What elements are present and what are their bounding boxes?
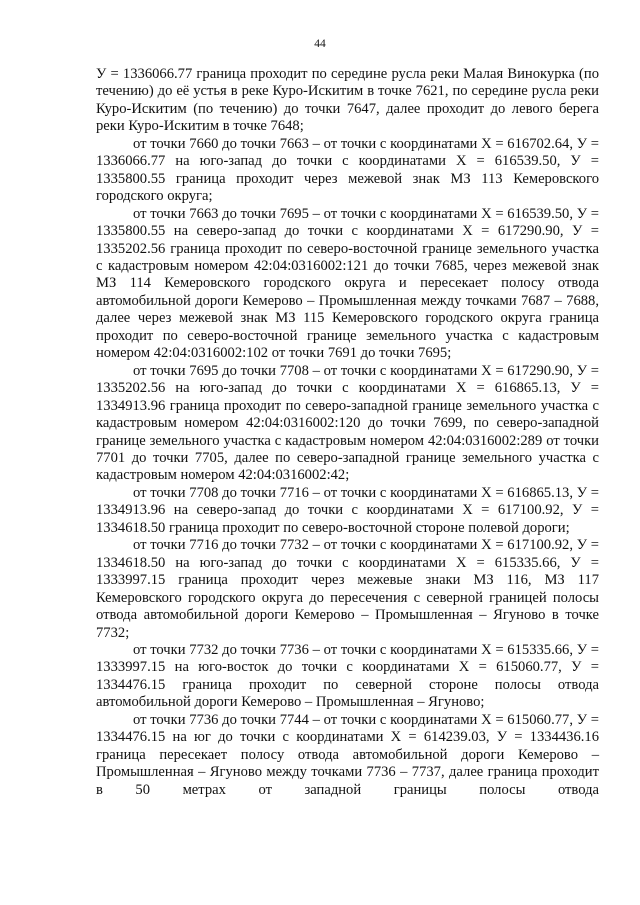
paragraph-segment-7708-7716: от точки 7708 до точки 7716 – от точки с координатами Х = 616865.13, У = 1334913.96 на северо-запад до точки с координатами Х = 617100.92, У = 1334618.50 граница проходит по северо-восточной стороне полевой дороги; [96, 484, 599, 536]
paragraph-continuation: У = 1336066.77 граница проходит по середине русла реки Малая Винокурка (по течению) до её устья в реке Куро-Искитим в точке 7621, по середине русла реки Куро-Искитим (по течению) до точки 7647, далее проходит до левого берега реки Куро-Искитим в точке 7648; [96, 66, 599, 135]
paragraph-segment-7736-7744: от точки 7736 до точки 7744 – от точки с координатами Х = 615060.77, У = 1334476.15 на юг до точки с координатами Х = 614239.03, У = 1334436.16 граница пересекает полосу отвода автомобильной дороги Кемерово – Промышленная – Ягуново между точками 7736 – 7737, далее граница проходит в 50 метрах от западной границы полосы отвода [96, 711, 599, 798]
paragraph-segment-7695-7708: от точки 7695 до точки 7708 – от точки с координатами Х = 617290.90, У = 1335202.56 на юго-запад до точки с координатами Х = 616865.13, У = 1334913.96 граница проходит по северо-западной границе земельного участка с кадастровым номером 42:04:0316002:120 до точки 7699, по северо-западной границе земельного участка с кадастровым номером 42:04:0316002:289 от точки 7701 до точки 7705, далее по северо-западной границе земельного участка с кадастровым номером 42:04:0316002:42; [96, 362, 599, 484]
document-body [96, 66, 599, 799]
paragraph-segment-7732-7736: от точки 7732 до точки 7736 – от точки с координатами Х = 615335.66, У = 1333997.15 на юго-восток до точки с координатами Х = 615060.77, У = 1334476.15 граница проходит по северной стороне полосы отвода автомобильной дороги Кемерово – Промышленная – Ягуново; [96, 641, 599, 711]
paragraph-segment-7716-7732: от точки 7716 до точки 7732 – от точки с координатами Х = 617100.92, У = 1334618.50 на юго-запад до точки с координатами Х = 615335.66, У = 1333997.15 граница проходит через межевые знаки МЗ 116, МЗ 117 Кемеровского городского округа до пересечения с северной границей полосы отвода автомобильной дороги Кемерово – Промышленная – Ягуново в точке 7732; [96, 537, 599, 641]
paragraph-segment-7663-7695: от точки 7663 до точки 7695 – от точки с координатами Х = 616539.50, У = 1335800.55 на северо-запад до точки с координатами Х = 617290.90, У = 1335202.56 граница проходит по северо-восточной границе земельного участка с кадастровым номером 42:04:0316002:121 до точки 7685, через межевой знак МЗ 114 Кемеровского городского округа и пересекает полосу отвода автомобильной дороги Кемерово – Промышленная между точками 7687 – 7688, далее через межевой знак МЗ 115 Кемеровского городского округа граница проходит по северо-восточной границе земельного участка с кадастровым номером 42:04:0316002:102 от точки 7691 до точки 7695; [96, 205, 599, 362]
page-number: 44 [314, 38, 326, 50]
paragraph-segment-7660-7663: от точки 7660 до точки 7663 – от точки с координатами Х = 616702.64, У = 1336066.77 на юго-запад до точки с координатами Х = 616539.50, У = 1335800.55 граница проходит через межевой знак МЗ 113 Кемеровского городского округа; [96, 135, 599, 205]
